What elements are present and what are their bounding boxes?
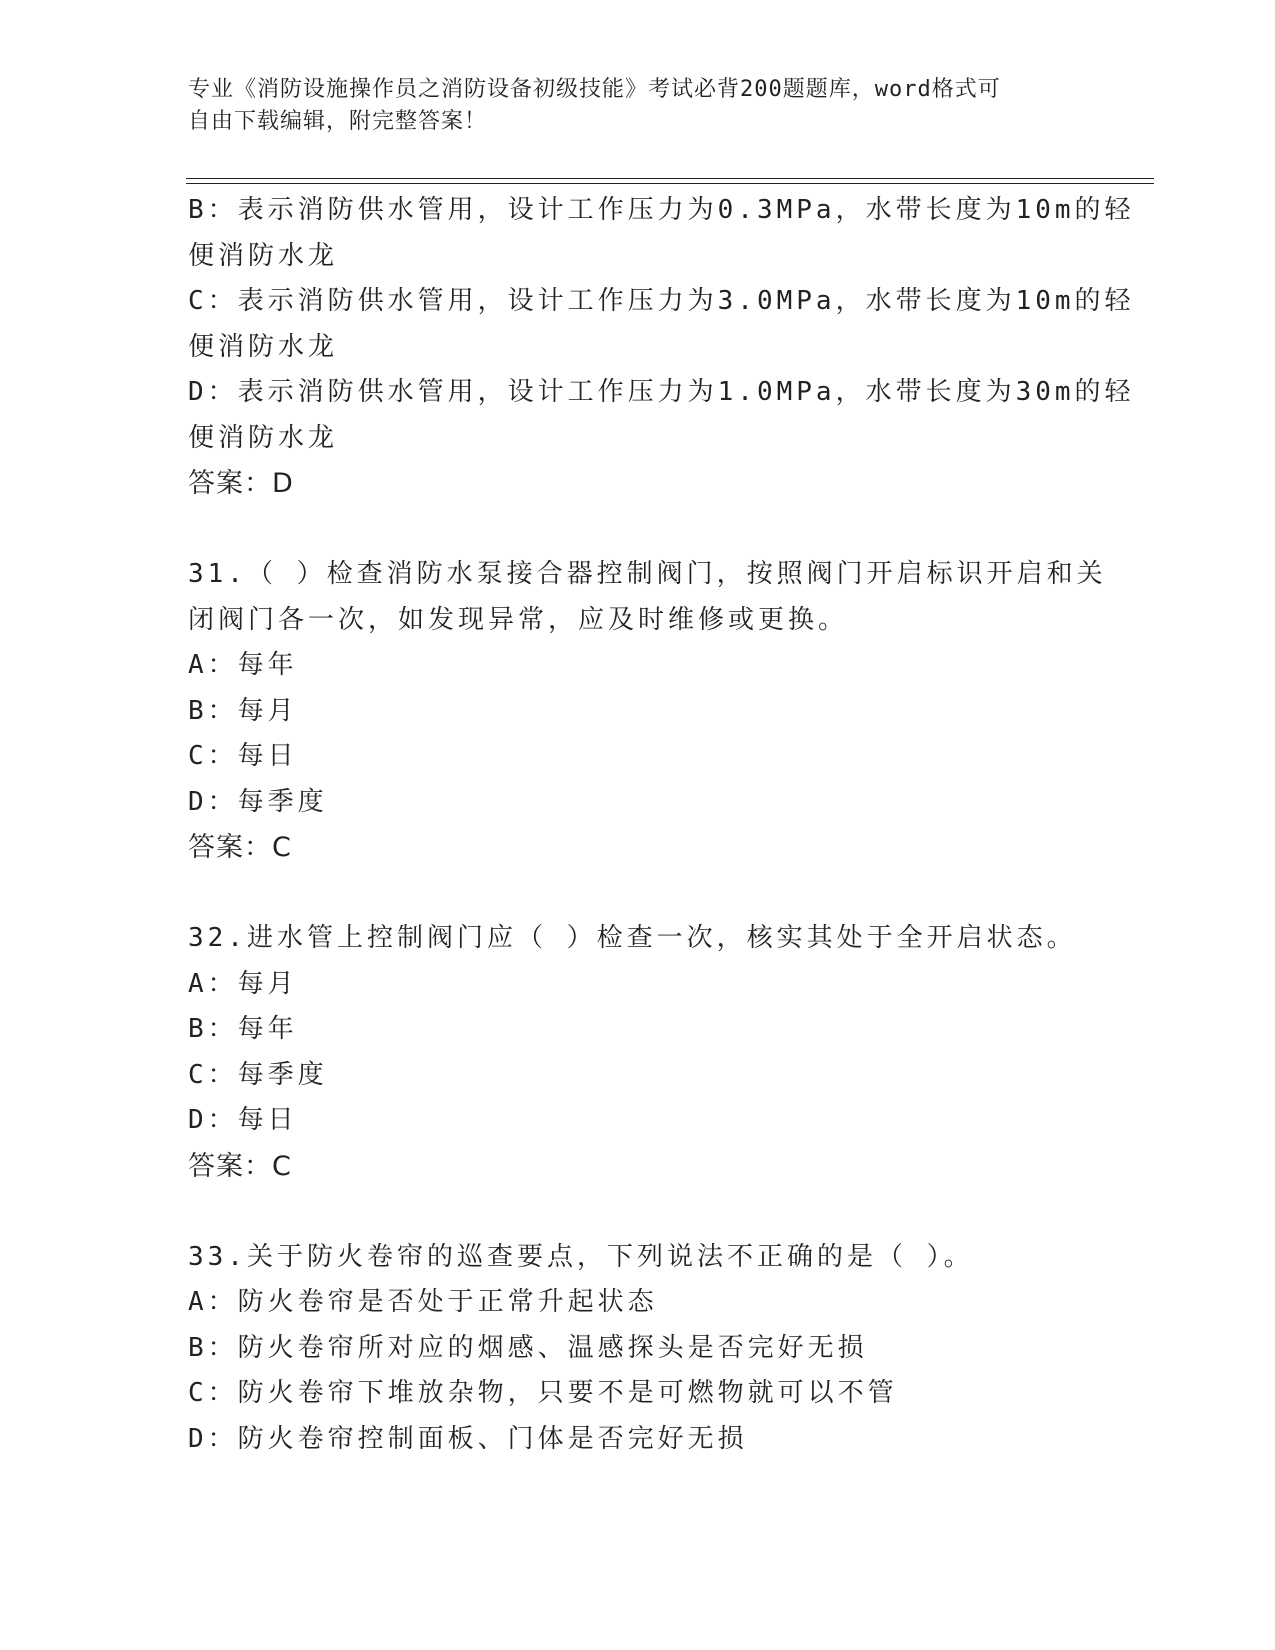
option-b: B：防火卷帘所对应的烟感、温感探头是否完好无损 [188, 1332, 868, 1363]
option-c: C：每日 [188, 741, 298, 771]
answer-line: 答案：C [188, 832, 292, 863]
option-d-line-2: 便消防水龙 [188, 422, 339, 453]
answer-line: 答案：C [188, 1150, 292, 1182]
option-c-line-1: C：表示消防供水管用，设计工作压力为3.0MPa，水带长度为10m的轻 [188, 286, 1135, 316]
option-c: C：每季度 [188, 1059, 328, 1090]
header-divider [186, 178, 1154, 184]
option-a: A：每年 [188, 650, 298, 680]
question-31-stem-line-2: 闭阀门各一次，如发现异常，应及时维修或更换。 [188, 604, 849, 635]
page-header [188, 74, 1068, 138]
option-d: D：每季度 [188, 786, 328, 817]
spacer [188, 1189, 1088, 1235]
answer-line: 答案：D [188, 468, 294, 499]
option-b-line-1: B：表示消防供水管用，设计工作压力为0.3MPa，水带长度为10m的轻 [188, 195, 1135, 225]
option-a: A：防火卷帘是否处于正常升起状态 [188, 1287, 658, 1317]
document-body [188, 188, 1135, 1462]
question-31-block [188, 552, 1107, 871]
option-a: A：每月 [188, 968, 298, 999]
option-d: D：防火卷帘控制面板、门体是否完好无损 [188, 1423, 748, 1454]
option-b: B：每月 [188, 695, 298, 726]
option-b-line-2: 便消防水龙 [188, 240, 339, 271]
document-title-line-1: 专业《消防设施操作员之消防设备初级技能》考试必背200题题库，word格式可 [188, 77, 1001, 102]
previous-question-block [188, 188, 1135, 507]
question-32-stem: 32.进水管上控制阀门应（ ）检查一次，核实其处于全开启状态。 [188, 923, 1077, 953]
option-d: D：每日 [188, 1105, 298, 1135]
question-31-stem-line-1: 31.（ ）检查消防水泵接合器控制阀门，按照阀门开启标识开启和关 [188, 559, 1107, 589]
option-c: C：防火卷帘下堆放杂物，只要不是可燃物就可以不管 [188, 1378, 898, 1408]
question-32-block [188, 916, 1088, 1189]
spacer [188, 507, 1088, 553]
option-b: B：每年 [188, 1014, 298, 1044]
option-c-line-2: 便消防水龙 [188, 331, 339, 362]
question-33-block [188, 1235, 1088, 1463]
question-33-stem: 33.关于防火卷帘的巡查要点，下列说法不正确的是（ ）。 [188, 1241, 974, 1272]
spacer [188, 871, 1088, 917]
option-d-line-1: D：表示消防供水管用，设计工作压力为1.0MPa，水带长度为30m的轻 [188, 377, 1135, 407]
document-title-line-2: 自由下载编辑，附完整答案！ [188, 109, 488, 134]
